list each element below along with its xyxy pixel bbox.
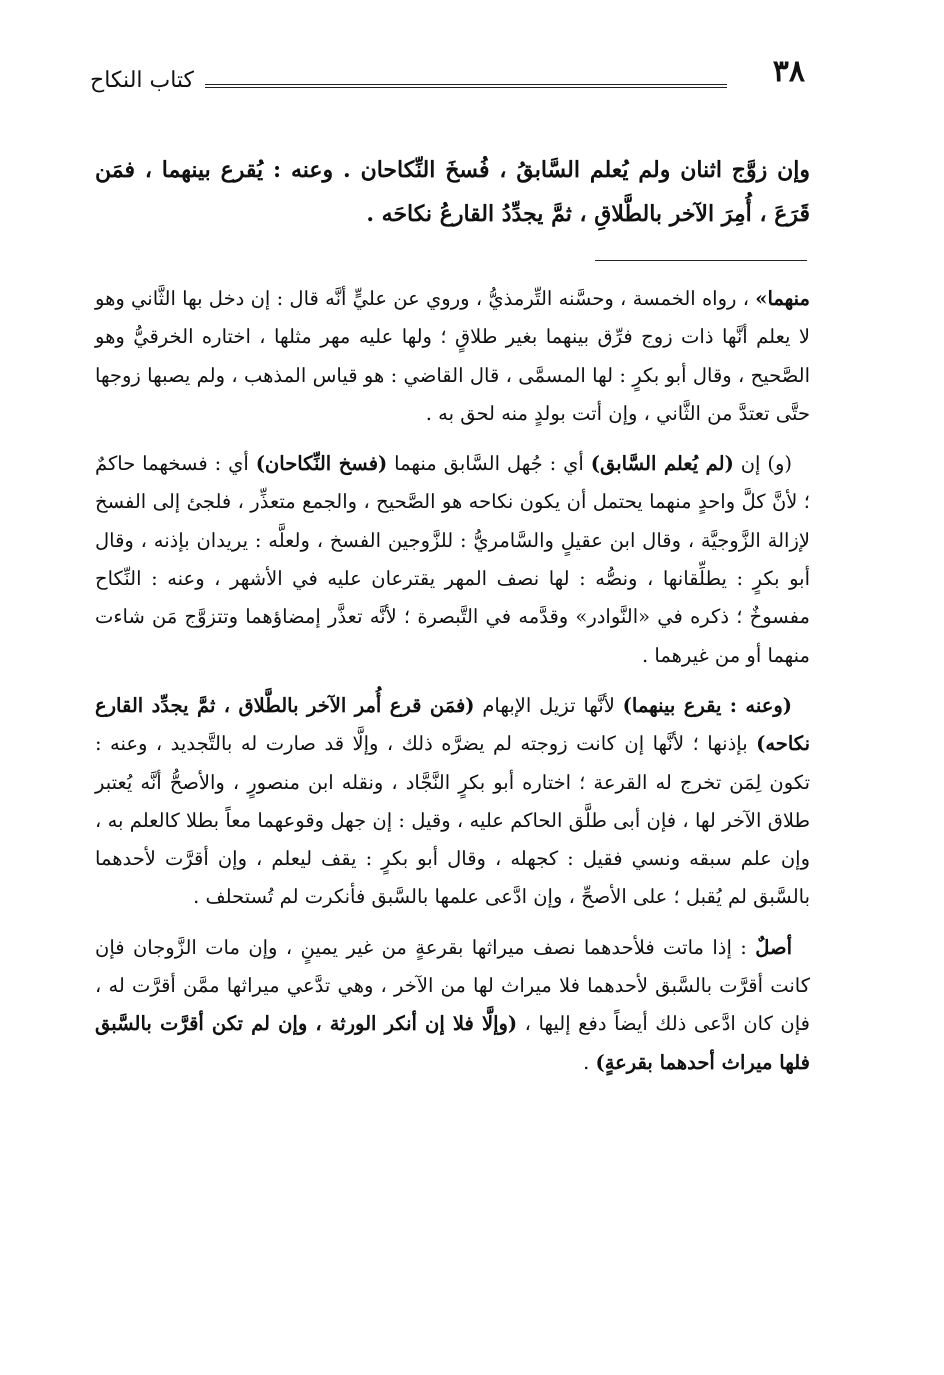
footnote-divider (595, 260, 807, 261)
commentary-paragraph-4 (95, 929, 810, 1082)
bold-quote: (لم يُعلم السَّابق) (590, 452, 734, 476)
bold-quote: (فسخ النِّكاحان) (255, 452, 388, 476)
page-number: ٣٨ (772, 54, 805, 89)
matn-text: وإن زوَّج اثنان ولم يُعلم السَّابقُ ، فُسخَ النِّكاحان . وعنه : يُقرع بينهما ، فمَن قَرَعَ ، أُمِرَ الآخر بالطَّلاقِ ، ثمَّ يجدِّدُ القارعُ نكاحَه . (95, 157, 810, 227)
page-header (90, 52, 805, 112)
bold-term: أصلٌ (755, 935, 792, 959)
commentary-paragraph-2 (95, 445, 810, 675)
paragraph-text: أي : فسخهما حاكمٌ ؛ لأنَّ كلَّ واحدٍ منهما يحتمل أن يكون نكاحه هو الصَّحيح ، والجمع متعذِّر ، فلجئ إلى الفسخ لإزالة الزَّوجيَّة ، وقال ابن عقيلٍ والسَّامريُّ : للزَّوجين الفسخ ، ولعلَّه : يريدان بإذنه ، وقال أبو بكرٍ : يطلِّقانها ، ونصُّه : لها نصف المهر يقترعان عليه في الأشهر ، وعنه : النِّكاح مفسوخٌ ؛ ذكره في «النَّوادر» وقدَّمه في التَّبصرة ؛ لأنَّه تعذَّر إمضاؤهما وتتزوَّج مَن شاءت منهما أو من غيرهما . (95, 452, 810, 667)
bold-quote: (وإلَّا فلا إن أنكر الورثة ، وإن لم تكن أقرَّت بالسَّبق فلها ميراث أحدهما بقرعةٍ) (95, 1012, 810, 1074)
paragraph-text: أي : جُهل السَّابق منهما (387, 452, 591, 476)
bold-term: منهما» (755, 287, 810, 310)
commentary-paragraph-3 (95, 687, 810, 917)
paragraph-text: بإذنها ؛ لأنَّها إن كانت زوجته لم يضرَّه ذلك ، وإلَّا قد صارت له بالتَّجديد ، وعنه : تكون لِمَن تخرج له القرعة ؛ اختاره أبو بكرٍ النَّجَّاد ، ونقله ابن منصورٍ ، والأصحُّ أنَّه يُعتبر طلاق الآخر لها ، فإن أبى طلَّق الحاكم عليه ، وقيل : إن جهل وقوعهما معاً بطلا كالعلم به ، وإن علم سبقه ونسي فقيل : كجهله ، وقال أبو بكرٍ : يقف ليعلم ، وإن أقرَّت لأحدهما بالسَّبق لم يُقبل ؛ على الأصحِّ ، وإن ادَّعى علمها بالسَّبق فأنكرت لم تُستحلف . (95, 732, 810, 909)
paragraph-text: . (583, 1050, 596, 1074)
paragraph-text: ، رواه الخمسة ، وحسَّنه التِّرمذيُّ ، وروي عن عليٍّ أنَّه قال : إن دخل بها الثَّاني وهو لا يعلم أنَّها ذات زوج فرِّق بينهما بغير طلاقٍ ؛ ولها عليه مهر مثلها ، اختاره الخرقيُّ وهو الصَّحيح ، وقال أبو بكرٍ : لها المسمَّى ، قال القاضي : هو قياس المذهب ، ولم يصبها زوجها حتَّى تعتدَّ من الثَّاني ، وإن أتت بولدٍ منه لحق به . (95, 287, 810, 425)
commentary-paragraph-1 (95, 280, 810, 433)
bold-quote: (فمَن قرع أُمر الآخر بالطَّلاق ، ثمَّ يجدِّد القارع نكاحه) (95, 693, 810, 756)
book-title: كتاب النكاح (90, 68, 195, 93)
header-rule (205, 84, 727, 88)
bold-quote: (وعنه : يقرع بينهما) (622, 693, 793, 717)
paragraph-text: لأنَّها تزيل الإبهام (474, 693, 623, 717)
paragraph-text: (و) إن (733, 452, 793, 476)
paragraph-text: : إذا ماتت فلأحدهما نصف ميراثها بقرعةٍ من غير يمينٍ ، وإن مات الزَّوجان فإن كانت أقرَّت بالسَّبق لأحدهما فلا ميراث لها من الآخر ، وهي تدَّعي ميراثها ممَّن أقرَّت له ، فإن كان ادَّعى ذلك أيضاً دفع إليها ، (95, 935, 810, 1036)
commentary (95, 280, 810, 1094)
